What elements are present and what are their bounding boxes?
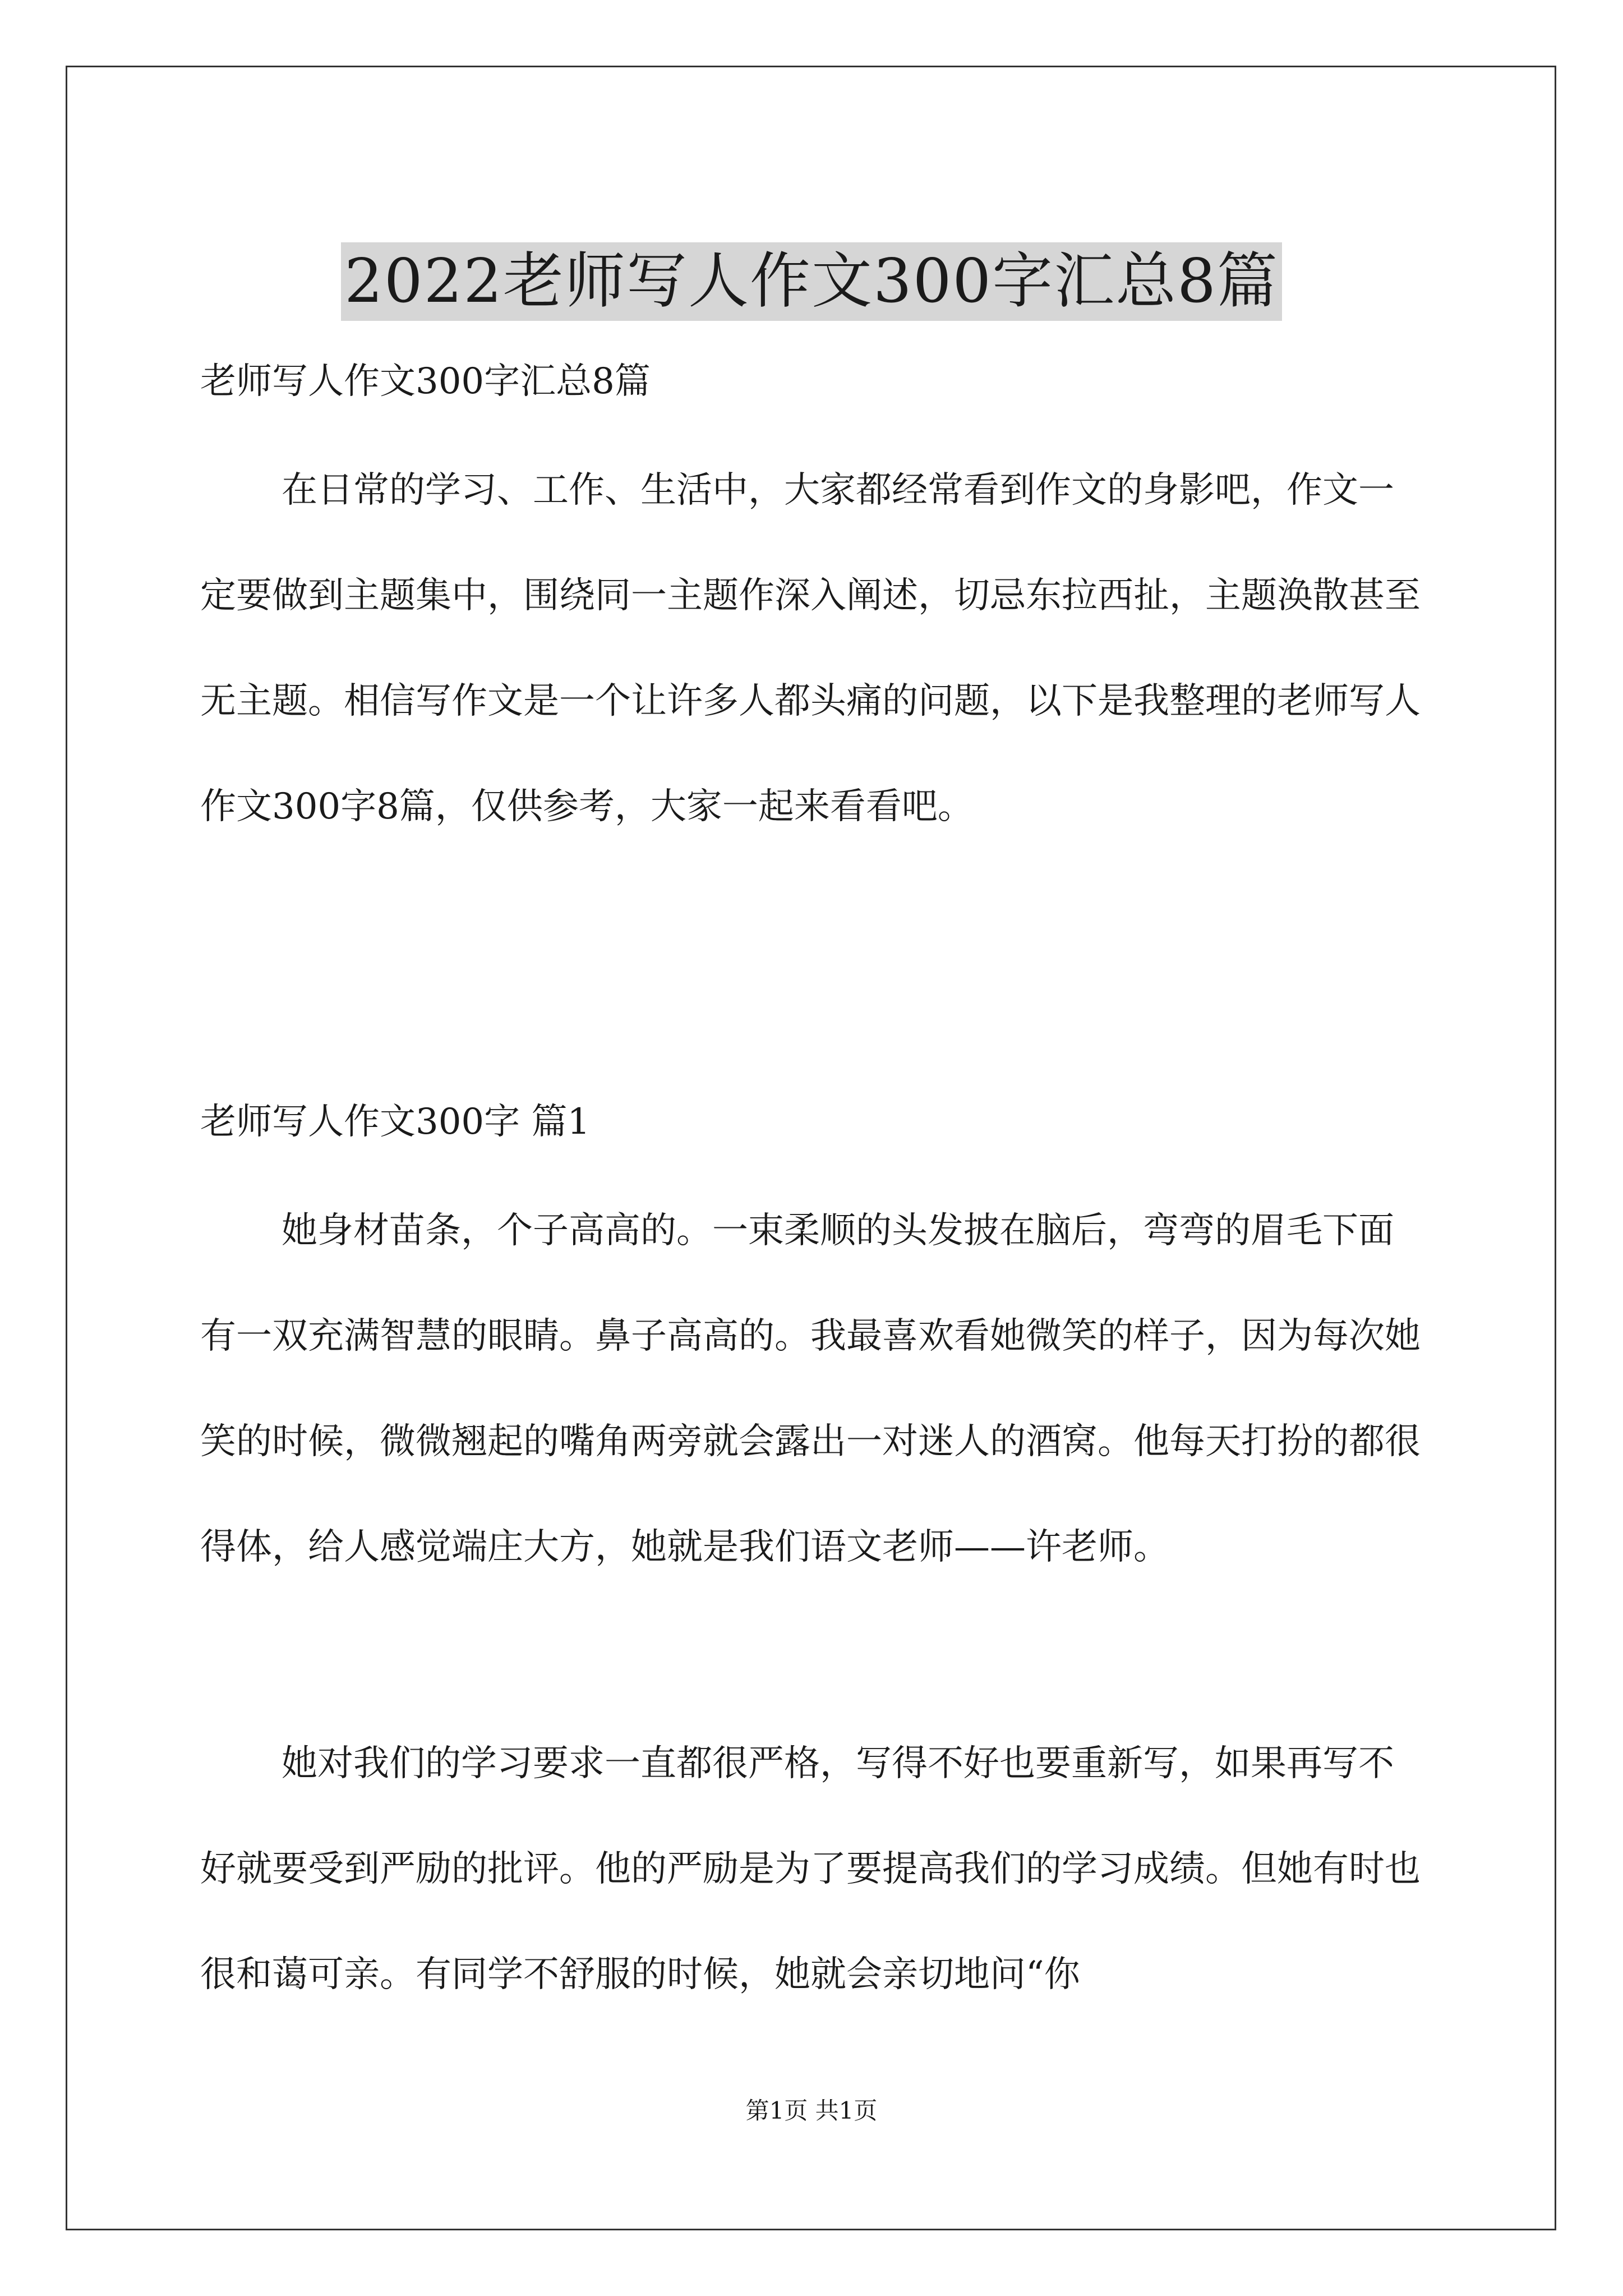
body-paragraph: 她对我们的学习要求一直都很严格，写得不好也要重新写，如果再写不好就要受到严励的批评。他的严励是为了要提高我们的学习成绩。但她有时也很和蔼可亲。有同学不舒服的时候，她就会亲切地问“你	[200, 1743, 1421, 1995]
document-subtitle: 老师写人作文300字汇总8篇	[200, 361, 651, 402]
page-footer: 第1页 共1页	[745, 2097, 878, 2124]
section-heading: 老师写人作文300字 篇1	[200, 1101, 591, 1143]
document-title: 2022老师写人作文300字汇总8篇	[341, 242, 1282, 321]
intro-paragraph: 在日常的学习、工作、生活中，大家都经常看到作文的身影吧，作文一定要做到主题集中，围绕同一主题作深入阐述，切忌东拉西扯，主题涣散甚至无主题。相信写作文是一个让许多人都头痛的问题，以下是我整理的老师写人作文300字8篇，仅供参考，大家一起来看看吧。	[200, 470, 1421, 827]
title-container	[0, 202, 1623, 362]
body-paragraph: 她身材苗条，个子高高的。一束柔顺的头发披在脑后，弯弯的眉毛下面有一双充满智慧的眼睛。鼻子高高的。我最喜欢看她微笑的样子，因为每次她笑的时候，微微翘起的嘴角两旁就会露出一对迷人的酒窝。他每天打扮的都很得体，给人感觉端庄大方，她就是我们语文老师——许老师。	[200, 1210, 1421, 1568]
